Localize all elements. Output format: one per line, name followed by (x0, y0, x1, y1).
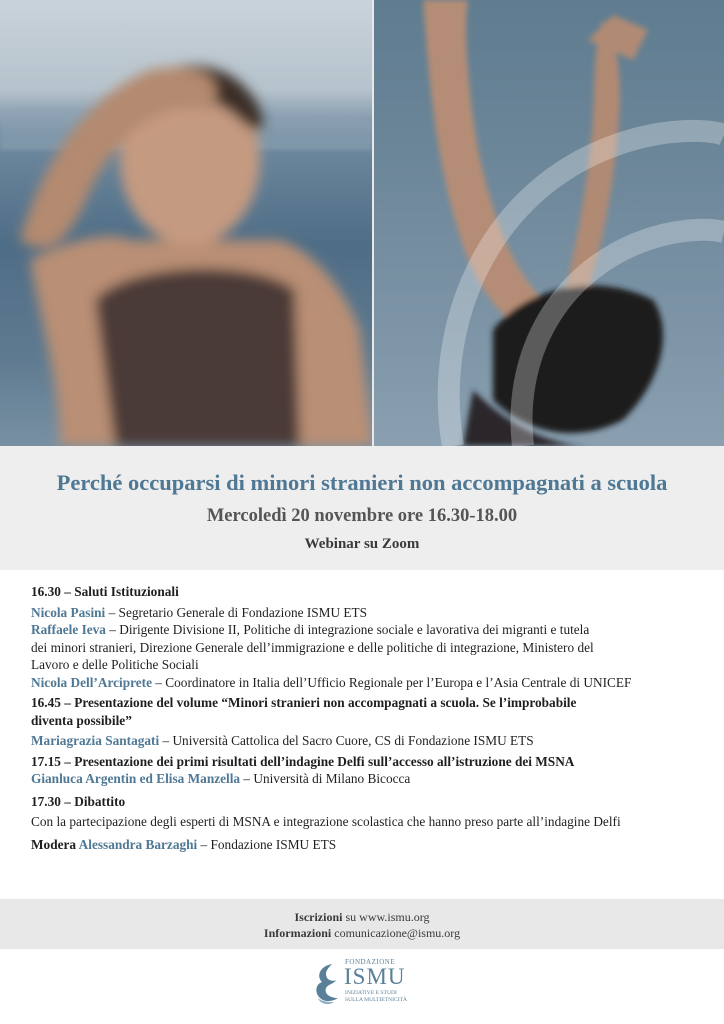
speaker-name: Raffaele Ieva (31, 622, 106, 637)
speaker-entry (31, 770, 701, 788)
diver-photo (373, 0, 724, 446)
speaker-name: Gianluca Argentin ed Elisa Manzella (31, 771, 241, 786)
event-format: Webinar su Zoom (304, 536, 420, 552)
moderator-name: Alessandra Barzaghi (78, 836, 198, 852)
title-band (0, 446, 724, 570)
speaker-role: – Segretario Generale di Fondazione ISMU ETS (105, 604, 368, 620)
info-label: Informazioni (263, 926, 332, 940)
speaker-entry (31, 621, 701, 639)
speaker-entry (31, 674, 701, 692)
logo-wordmark: ISMU (344, 964, 406, 989)
speaker-role: – Università Cattolica del Sacro Cuore, CS di Fondazione ISMU ETS (159, 733, 534, 748)
debate-description: Con la partecipazione degli esperti di MSNA e integrazione scolastica che hanno preso parte all’indagine Delfi (31, 814, 621, 829)
logo-tagline-line: SULLA MULTIETNICITÀ (345, 997, 408, 1003)
registration-label: Iscrizioni (294, 910, 343, 924)
session-heading-1730: 17.30 – Dibattito (31, 793, 126, 809)
ismu-logo (312, 958, 422, 1010)
event-date-time: Mercoledì 20 novembre ore 16.30-18.00 (206, 506, 518, 526)
event-title: Perché occuparsi di minori stranieri non accompagnati a scuola (56, 470, 668, 495)
speaker-role: – Università di Milano Bicocca (240, 771, 411, 786)
speaker-role-continued: dei minori stranieri, Direzione Generale dell’immigrazione e delle politiche di integrazione, Ministero del (31, 639, 594, 655)
session-heading-1715: 17.15 – Presentazione dei primi risultati dell’indagine Delfi sull’accesso all’istruzione dei MSNA (31, 753, 575, 769)
speaker-name: Mariagrazia Santagati (31, 733, 160, 748)
logo-tagline (345, 990, 415, 1004)
logo-foundation-label: FONDAZIONE (345, 958, 396, 966)
contact-band (0, 899, 724, 949)
program-list (31, 583, 701, 853)
speaker-name: Nicola Pasini (31, 604, 106, 620)
moderator-entry (31, 836, 701, 854)
moderator-label: Modera (31, 836, 79, 852)
info-line (0, 926, 724, 941)
info-email[interactable]: comunicazione@ismu.org (331, 926, 461, 940)
speaker-entry (31, 732, 701, 750)
header-photo-banner (0, 0, 724, 446)
photo-divider (372, 0, 374, 446)
session-heading-1645-continued: diventa possibile” (31, 712, 132, 728)
woman-photo (0, 0, 373, 446)
moderator-role: – Fondazione ISMU ETS (197, 836, 337, 852)
session-heading-1630: 16.30 – Saluti Istituzionali (31, 584, 179, 599)
speaker-role-continued: Lavoro e delle Politiche Sociali (31, 657, 199, 672)
speaker-role: – Coordinatore in Italia dell’Ufficio Regionale per l’Europa e l’Asia Centrale di UNICEF (151, 674, 632, 690)
speaker-entry (31, 604, 701, 622)
ismu-swirl-icon (312, 958, 342, 1008)
registration-link[interactable]: su www.ismu.org (342, 910, 430, 924)
speaker-name: Nicola Dell’Arciprete (31, 674, 152, 690)
logo-tagline-line: INIZIATIVE E STUDI (345, 990, 397, 996)
registration-line (0, 910, 724, 925)
speaker-role: – Dirigente Divisione II, Politiche di integrazione sociale e lavorativa dei migranti e tutela (105, 622, 590, 637)
session-heading-1645: 16.45 – Presentazione del volume “Minori stranieri non accompagnati a scuola. Se l’improbabile (31, 695, 577, 710)
